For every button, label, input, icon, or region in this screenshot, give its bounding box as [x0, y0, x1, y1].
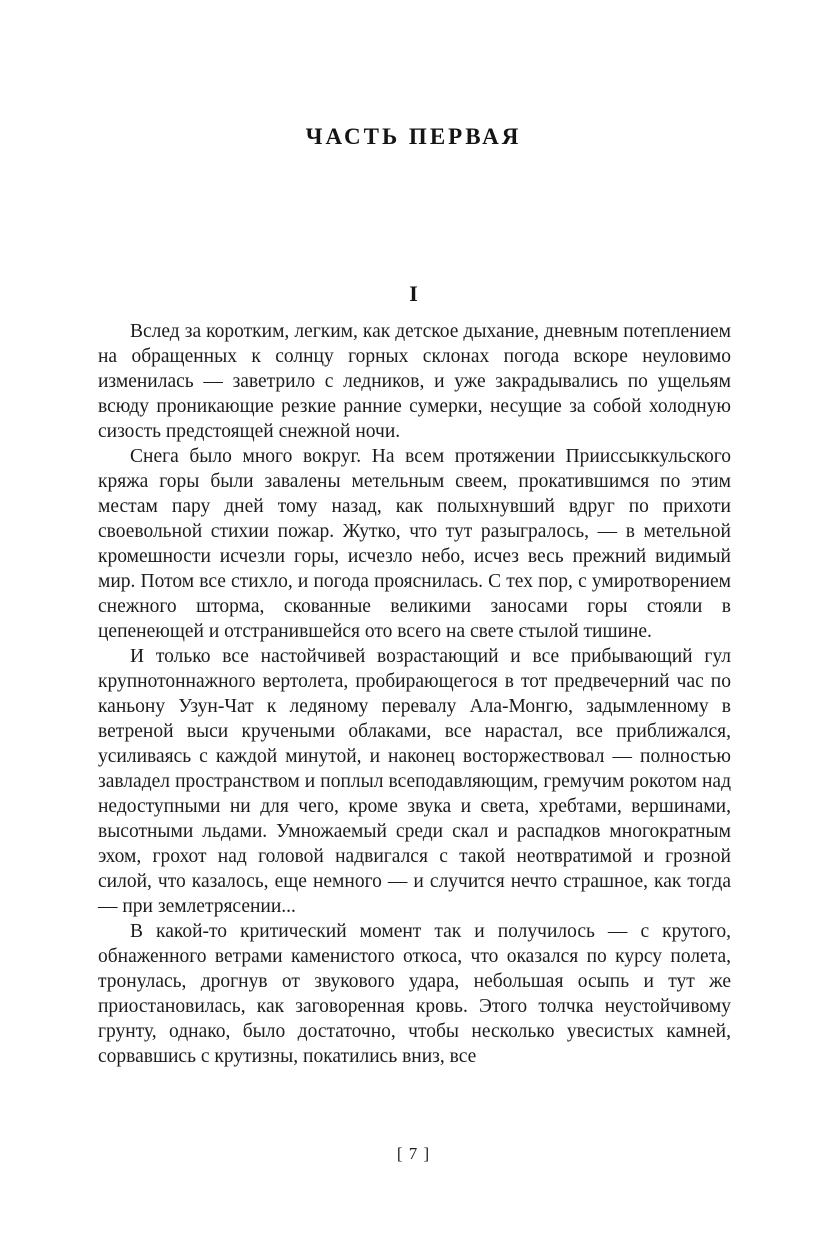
paragraph: В какой-то критический момент так и получилось — с крутого, обнаженного ветрами каменистого откоса, что оказался по курсу полета, тронулась, дрогнув от звукового удара, небольшая осыпь и тут же приостановилась, как заговоренная кровь. Этого толчка неустойчивому грунту, однако, было достаточно, чтобы несколько увесистых камней, сорвавшись с крутизны, покатились вниз, все — [98, 921, 731, 1067]
paragraph: Вслед за коротким, легким, как детское дыхание, дневным потеплением на обращенных к солнцу горных склонах погода вскоре неуловимо изменилась — заветрило с ледников, и уже закрадывались по ущельям всюду проникающие резкие ранние сумерки, несущие за собой холодную сизость предстоящей снежной ночи. — [98, 321, 731, 442]
part-heading: ЧАСТЬ ПЕРВАЯ — [305, 124, 522, 149]
paragraph: И только все настойчивей возрастающий и все прибывающий гул крупнотоннажного вертолета, пробирающегося в тот предвечерний час по каньону Узун-Чат к ледяному перевалу Ала-Монгю, задымленному в ветреной выси кручеными облаками, все нарастал, все приближался, усиливаясь с каждой минутой, и наконец восторжествовал — полностью завладел пространством и поплыл всеподавляющим, гремучим рокотом над недоступными ни для чего, кроме звука и света, хребтами, вершинами, высотными льдами. Умножаемый среди скал и распадков многократным эхом, грохот над головой надвигался с такой неотвратимой и грозной силой, что казалось, еще немного — и случится нечто страшное, как тогда — при землетрясении... — [98, 646, 731, 917]
page-number: [ 7 ] — [396, 1144, 431, 1163]
chapter-number: I — [409, 281, 418, 306]
paragraph: Снега было много вокруг. На всем протяжении Прииссыккульского кряжа горы были завалены метельным свеем, прокатившимся по этим местам пару дней тому назад, как полыхнувший вдруг по прихоти своевольной стихии пожар. Жутко, что тут разыгралось, — в метельной кромешности исчезли горы, исчезло небо, исчез весь прежний видимый мир. Потом все стихло, и погода прояснилась. С тех пор, с умиротворением снежного шторма, скованные великими заносами горы стояли в цепенеющей и отстранившейся ото всего на свете стылой тишине. — [98, 446, 731, 642]
body-text — [98, 319, 731, 1069]
